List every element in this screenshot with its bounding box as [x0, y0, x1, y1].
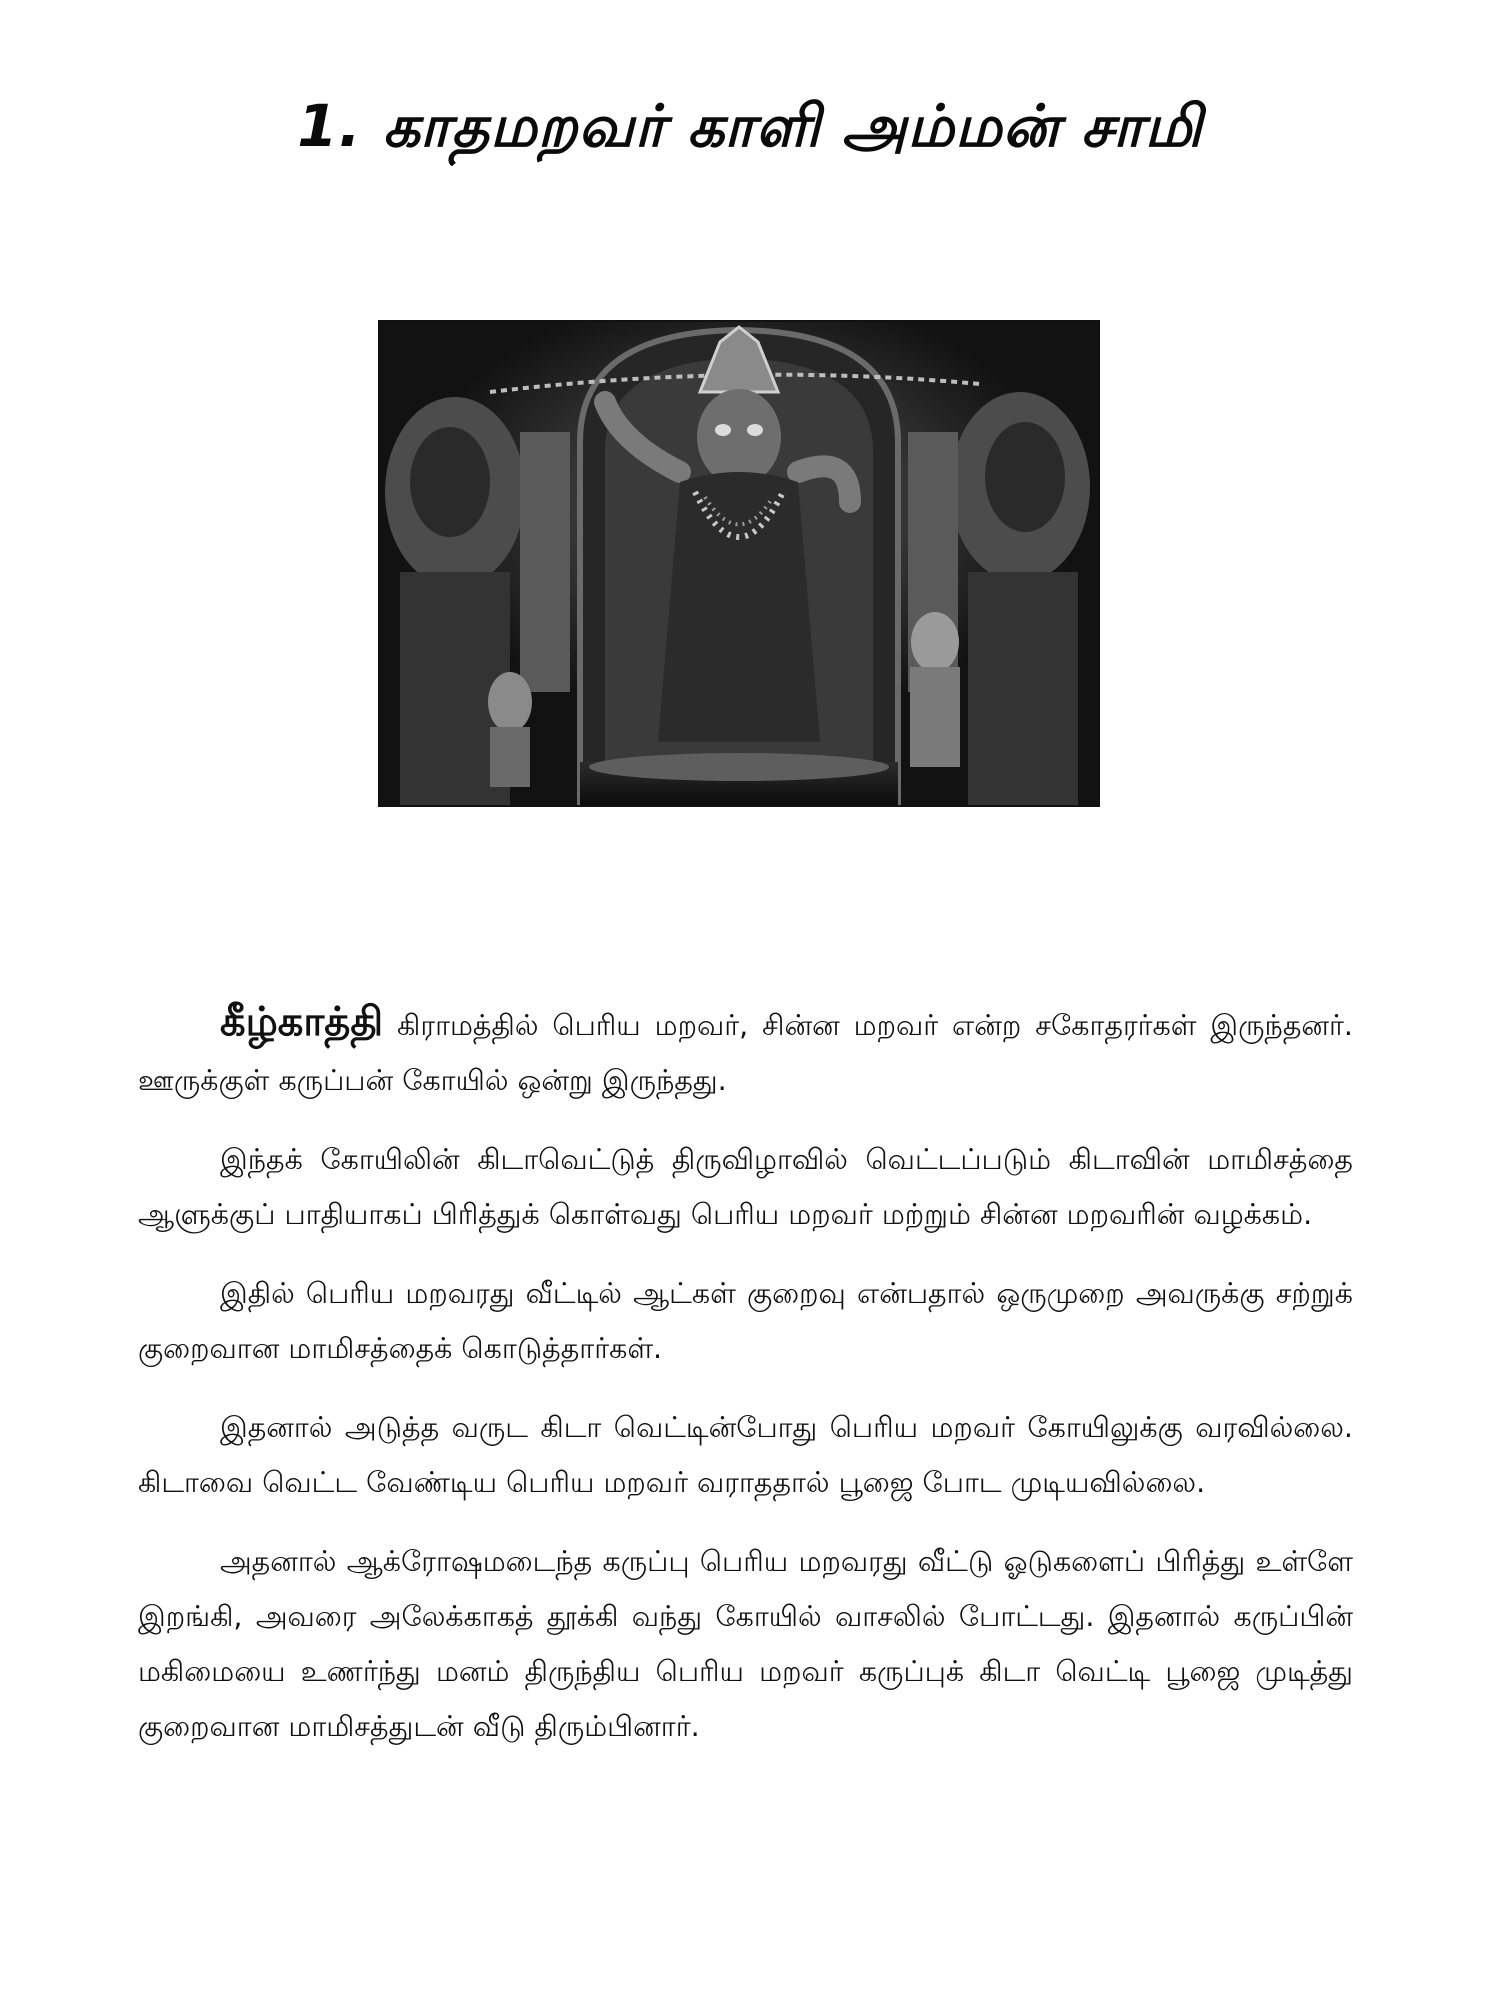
paragraph-5: [138, 1534, 1353, 1754]
paragraph-3: [138, 1266, 1353, 1376]
paragraph-2: [138, 1132, 1353, 1242]
paragraph-2-text: இந்தக் கோயிலின் கிடாவெட்டுத் திருவிழாவில் வெட்டப்படும் கிடாவின் மாமிசத்தை ஆளுக்குப் பாதியாகப் பிரித்துக் கொள்வது பெரிய மறவர் மற்றும் சின்ன மறவரின் வழக்கம்.: [138, 1143, 1353, 1231]
temple-deity-photo-icon: [380, 322, 1098, 805]
page-title: 1. காதமறவர் காளி அம்மன் சாமி: [297, 92, 1203, 160]
paragraph-4: [138, 1400, 1353, 1510]
paragraph-3-text: இதில் பெரிய மறவரது வீட்டில் ஆட்கள் குறைவு என்பதால் ஒருமுறை அவருக்கு சற்றுக் குறைவான மாமிசத்தைக் கொடுத்தார்கள்.: [138, 1277, 1353, 1365]
paragraph-4-text: இதனால் அடுத்த வருட கிடா வெட்டின்போது பெரிய மறவர் கோயிலுக்கு வரவில்லை. கிடாவை வெட்ட வேண்டிய பெரிய மறவர் வராததால் பூஜை போட முடியவில்லை.: [138, 1411, 1353, 1499]
paragraph-5-text: அதனால் ஆக்ரோஷமடைந்த கருப்பு பெரிய மறவரது வீட்டு ஓடுகளைப் பிரித்து உள்ளே இறங்கி, அவரை அலேக்காகத் தூக்கி வந்து கோயில் வாசலில் போட்டது. இதனால் கருப்பின் மகிமையை உணர்ந்து மனம் திருந்திய பெரிய மறவர் கருப்புக் கிடா வெட்டி பூஜை முடித்து குறைவான மாமிசத்துடன் வீடு திரும்பினார்.: [138, 1545, 1353, 1743]
paragraph-1: [138, 995, 1353, 1108]
body-text: [138, 995, 1353, 1778]
paragraph-1-text: கிராமத்தில் பெரிய மறவர், சின்ன மறவர் என்ற சகோதரர்கள் இருந்தனர். ஊருக்குள் கருப்பன் கோயில் ஒன்று இருந்தது.: [138, 1009, 1353, 1097]
paragraph-1-first-word: கீழ்காத்தி: [220, 999, 384, 1045]
temple-deity-photo: [378, 320, 1100, 807]
